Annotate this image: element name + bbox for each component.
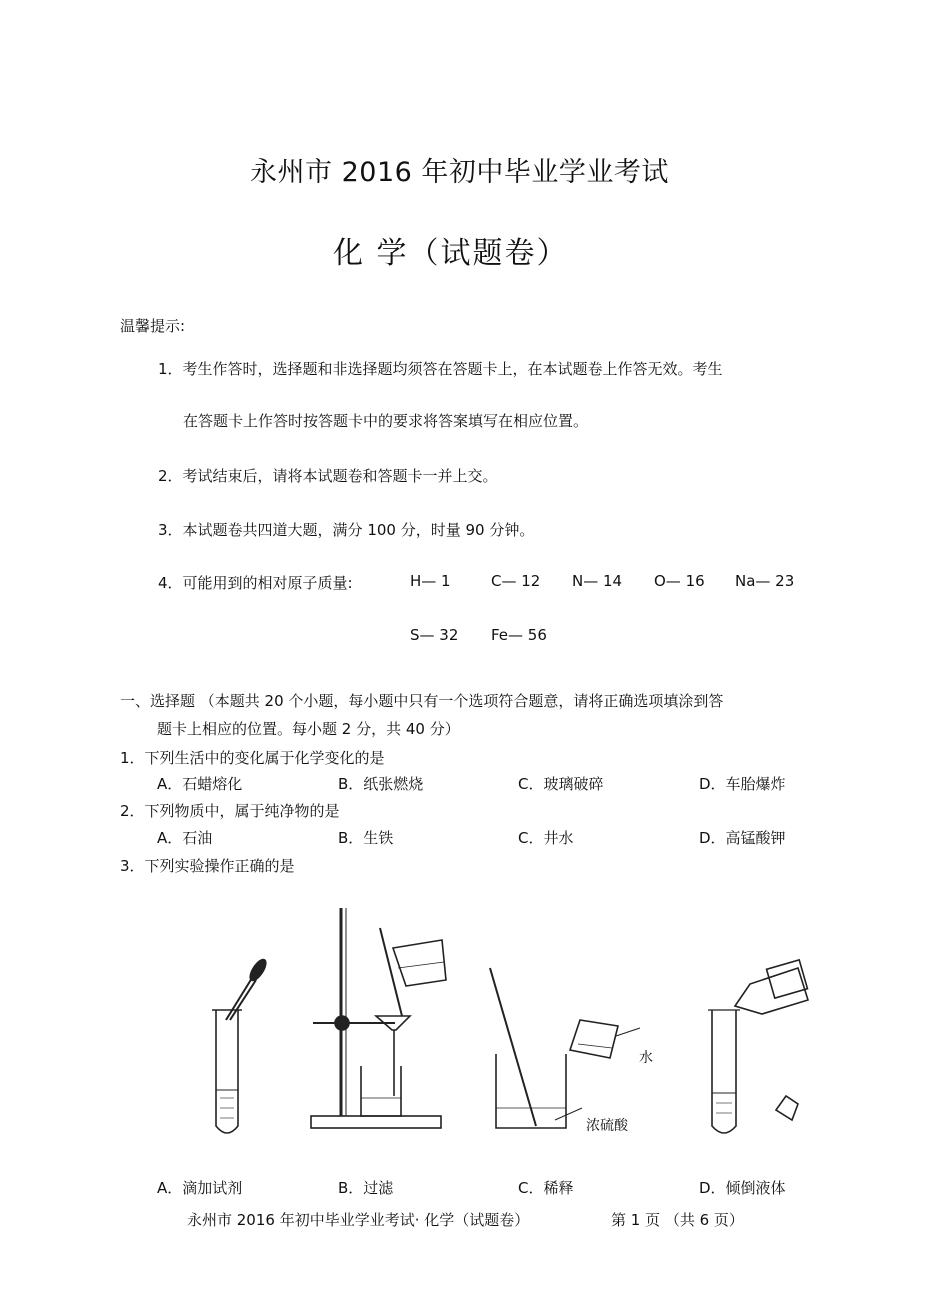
dropper-test-tube-diagram	[212, 957, 269, 1133]
question-stem: 下列实验操作正确的是	[144, 857, 295, 875]
pouring-liquid-diagram	[708, 960, 808, 1133]
footer-page-number: 第 1 页 （共 6 页）	[611, 1211, 744, 1229]
atomic-mass-na: Na— 23	[735, 572, 795, 590]
filtration-apparatus-diagram	[311, 908, 446, 1128]
tip-text: 本试题卷共四道大题，满分 100 分，时量 90 分钟。	[182, 521, 535, 539]
tip-number: 2．	[158, 467, 183, 485]
tips-heading: 温馨提示:	[120, 317, 186, 335]
section-heading-cont: 题卡上相应的位置。每小题 2 分，共 40 分）	[157, 720, 460, 738]
atomic-mass-fe: Fe— 56	[491, 626, 547, 644]
tip-number: 3．	[158, 521, 183, 539]
section-heading: 一、选择题 （本题共 20 个小题，每小题中只有一个选项符合题意，请将正确选项填涂到答	[120, 692, 724, 710]
question-number: 2．	[120, 802, 145, 820]
tip-1-cont: 在答题卡上作答时按答题卡中的要求将答案填写在相应位置。	[183, 412, 589, 430]
atomic-mass-o: O— 16	[654, 572, 705, 590]
tip-3	[158, 519, 534, 540]
question-number: 1．	[120, 749, 145, 767]
tip-number: 4．	[158, 574, 183, 592]
question-3	[120, 855, 295, 876]
tip-4	[158, 572, 353, 593]
q3-option-b: B．过滤	[338, 1179, 394, 1197]
q3-option-c: C．稀释	[518, 1179, 574, 1197]
footer-exam-name: 永州市 2016 年初中毕业学业考试· 化学（试题卷）	[187, 1211, 530, 1229]
tip-text: 考试结束后，请将本试题卷和答题卡一并上交。	[182, 467, 498, 485]
question-stem: 下列物质中，属于纯净物的是	[144, 802, 340, 820]
lab-operations-figure	[180, 898, 820, 1148]
question-stem: 下列生活中的变化属于化学变化的是	[144, 749, 385, 767]
q2-option-b: B．生铁	[338, 829, 394, 847]
tip-number: 1．	[158, 360, 183, 378]
q1-option-d: D．车胎爆炸	[699, 775, 786, 793]
atomic-mass-c: C— 12	[491, 572, 541, 590]
atomic-mass-s: S— 32	[410, 626, 459, 644]
q1-option-b: B．纸张燃烧	[338, 775, 424, 793]
question-number: 3．	[120, 857, 145, 875]
atomic-mass-n: N— 14	[572, 572, 623, 590]
question-1	[120, 747, 385, 768]
q1-option-c: C．玻璃破碎	[518, 775, 604, 793]
question-2	[120, 800, 340, 821]
figure-label-water: 水	[639, 1050, 653, 1066]
tip-1	[158, 358, 723, 379]
q3-option-d: D．倾倒液体	[699, 1179, 786, 1197]
exam-title: 永州市 2016 年初中毕业学业考试	[250, 157, 669, 188]
exam-subtitle: 化 学（试题卷）	[333, 236, 569, 271]
q2-option-a: A．石油	[157, 829, 213, 847]
q1-option-a: A．石蜡熔化	[157, 775, 243, 793]
tip-text: 可能用到的相对原子质量:	[182, 574, 353, 592]
q2-option-c: C．井水	[518, 829, 574, 847]
q2-option-d: D．高锰酸钾	[699, 829, 786, 847]
dilution-diagram	[490, 968, 640, 1128]
figure-label-acid: 浓硫酸	[586, 1118, 628, 1134]
tip-2	[158, 465, 498, 486]
q3-option-a: A．滴加试剂	[157, 1179, 243, 1197]
tip-text: 考生作答时，选择题和非选择题均须答在答题卡上，在本试题卷上作答无效。考生	[182, 360, 723, 378]
atomic-mass-h: H— 1	[410, 572, 451, 590]
